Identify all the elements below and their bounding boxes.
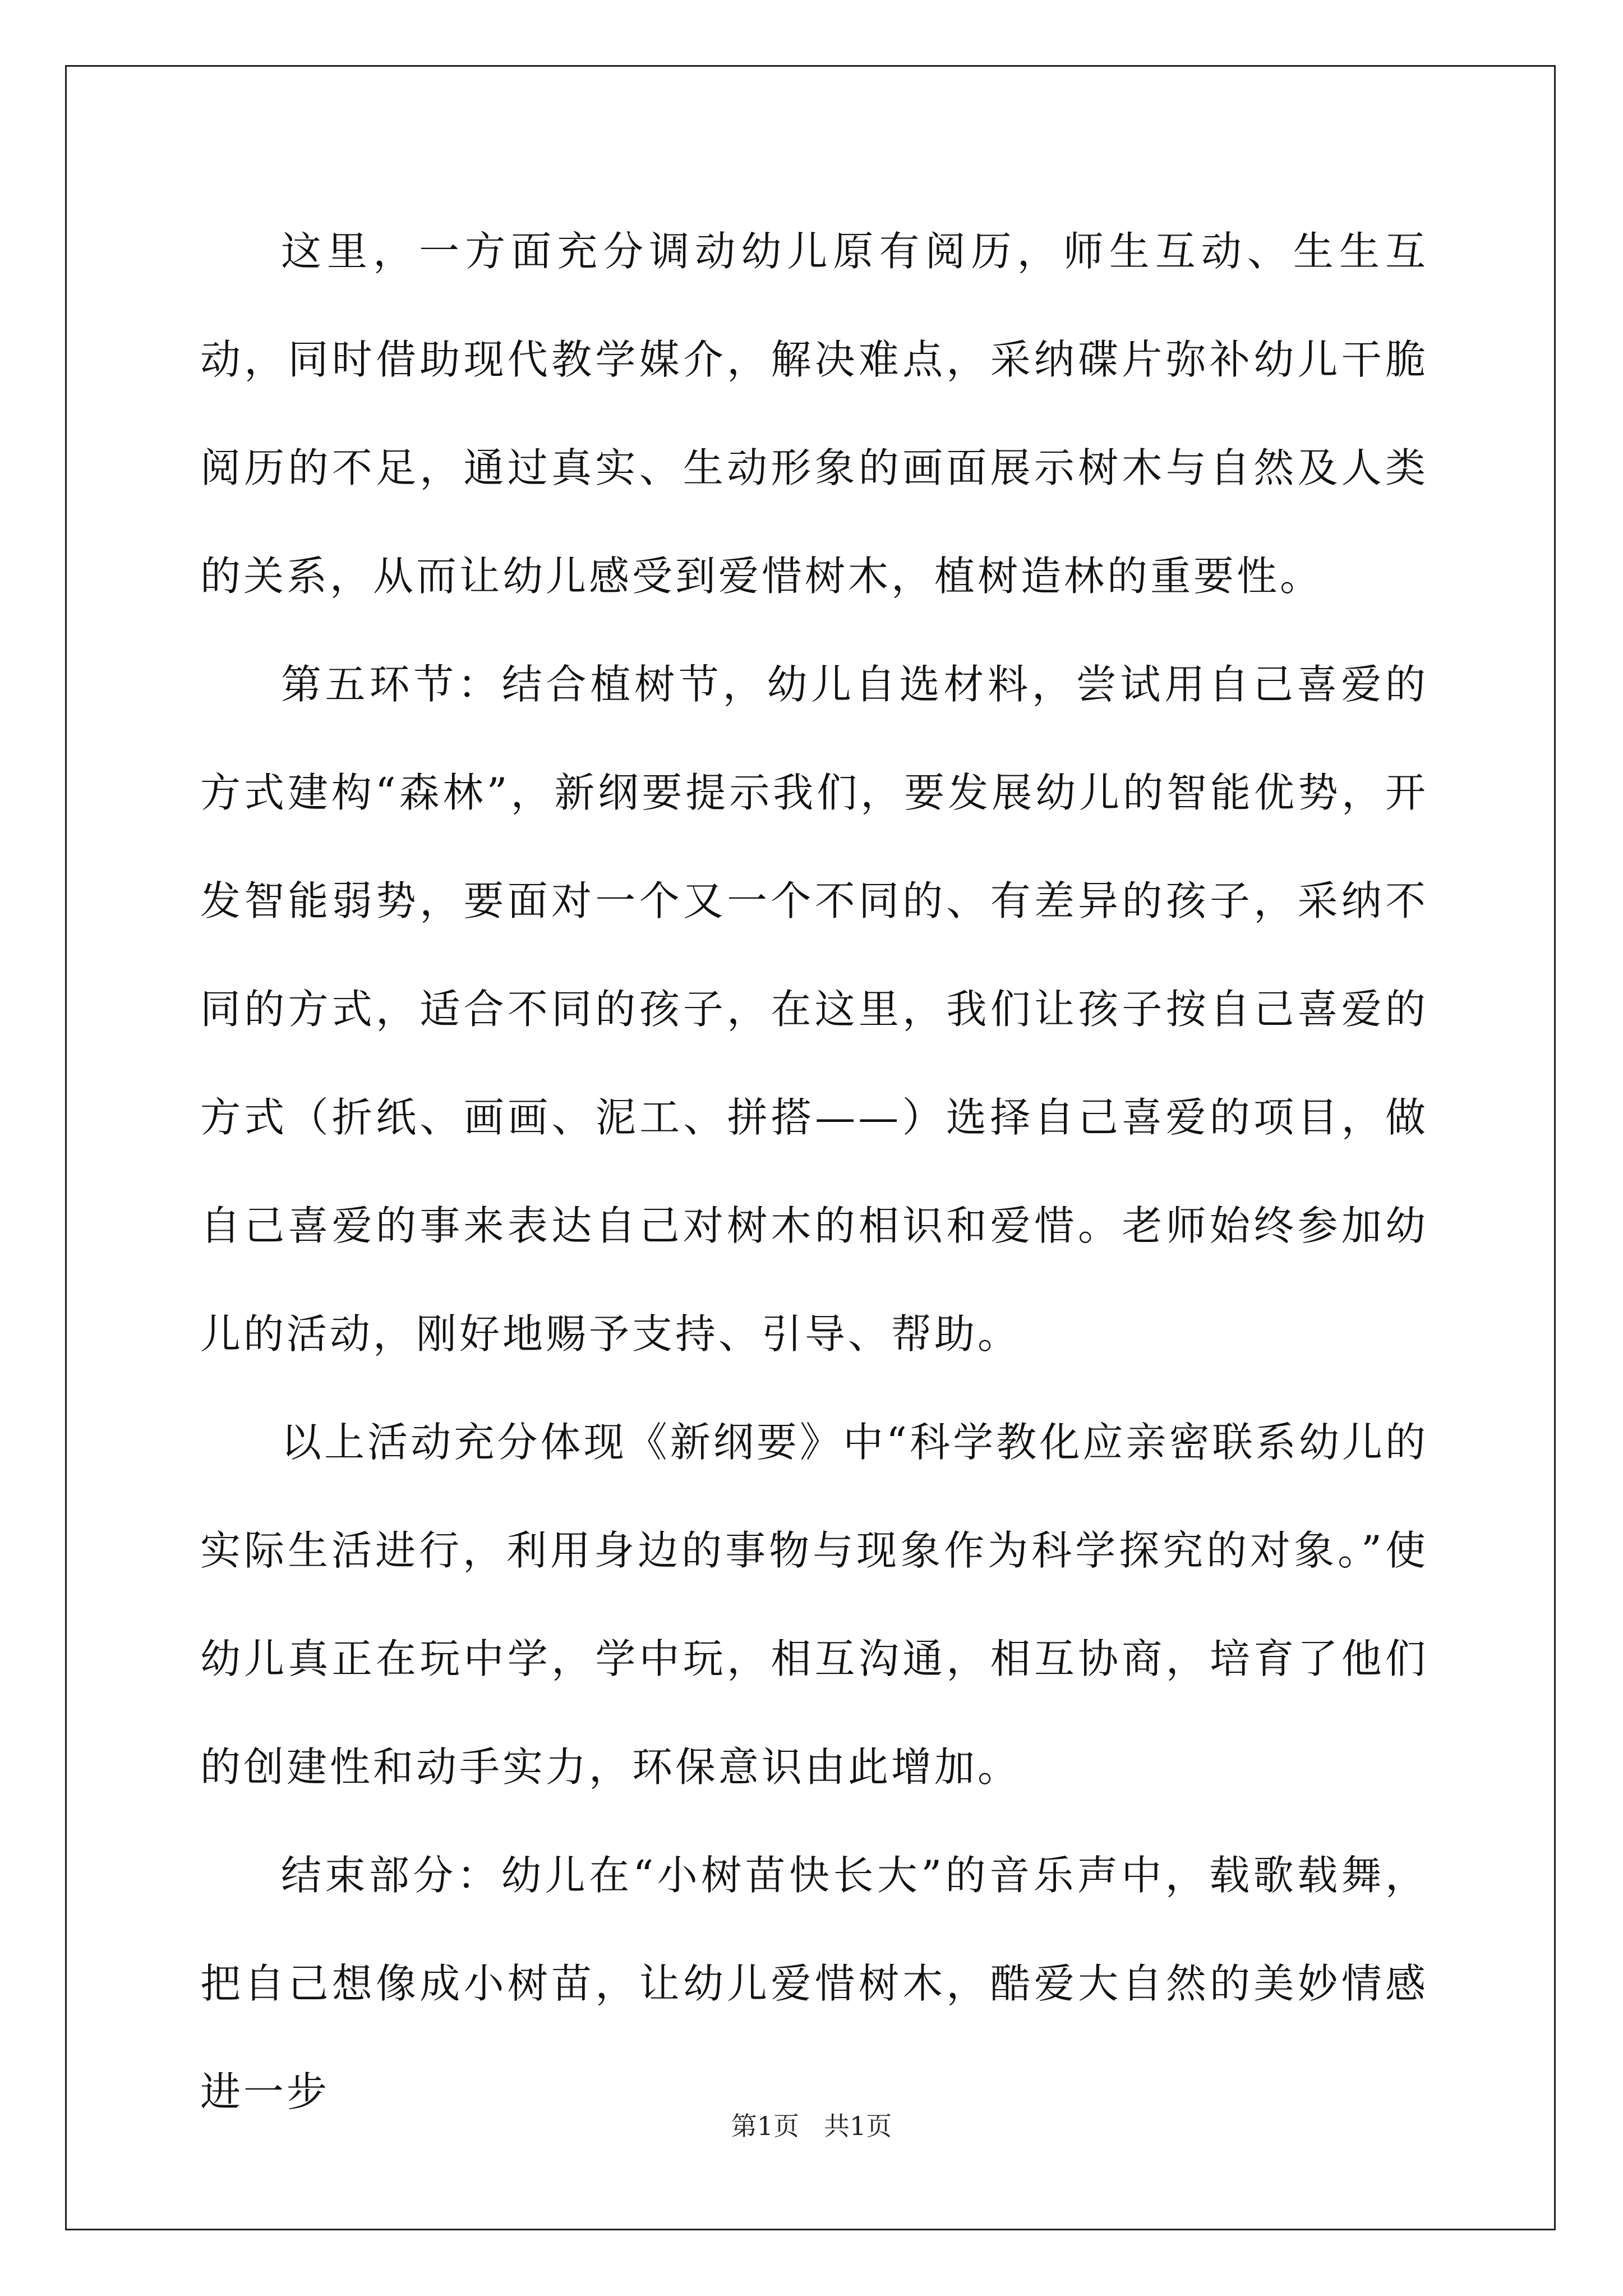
page-number: 第1页 bbox=[731, 2111, 799, 2141]
paragraph-1: 这里，一方面充分调动幼儿原有阅历，师生互动、生生互动，同时借助现代教学媒介，解决难点，采纳碟片弥补幼儿干脆阅历的不足，通过真实、生动形象的画面展示树木与自然及人类的关系，从而让幼儿感受到爱惜树木，植树造林的重要性。 bbox=[200, 228, 1428, 600]
paragraph-2: 第五环节：结合植树节，幼儿自选材料，尝试用自己喜爱的方式建构“森林”，新纲要提示我们，要发展幼儿的智能优势，开发智能弱势，要面对一个又一个不同的、有差异的孩子，采纳不同的方式，适合不同的孩子，在这里，我们让孩子按自己喜爱的方式（折纸、画画、泥工、拼搭——）选择自己喜爱的项目，做自己喜爱的事来表达自己对树木的相识和爱惜。老师始终参加幼儿的活动，刚好地赐予支持、引导、帮助。 bbox=[200, 661, 1428, 1358]
paragraph-3: 以上活动充分体现《新纲要》中“科学教化应亲密联系幼儿的实际生活进行，利用身边的事物与现象作为科学探究的对象。”使幼儿真正在玩中学，学中玩，相互沟通，相互协商，培育了他们的创建性和动手实力，环保意识由此增加。 bbox=[200, 1419, 1428, 1791]
page-footer bbox=[0, 2109, 1623, 2143]
paragraph-4: 结束部分：幼儿在“小树苗快长大”的音乐声中，载歌载舞，把自己想像成小树苗，让幼儿爱惜树木，酷爱大自然的美妙情感进一步 bbox=[200, 1852, 1428, 2115]
document-body bbox=[200, 197, 1428, 2146]
page-total: 共1页 bbox=[824, 2111, 892, 2141]
